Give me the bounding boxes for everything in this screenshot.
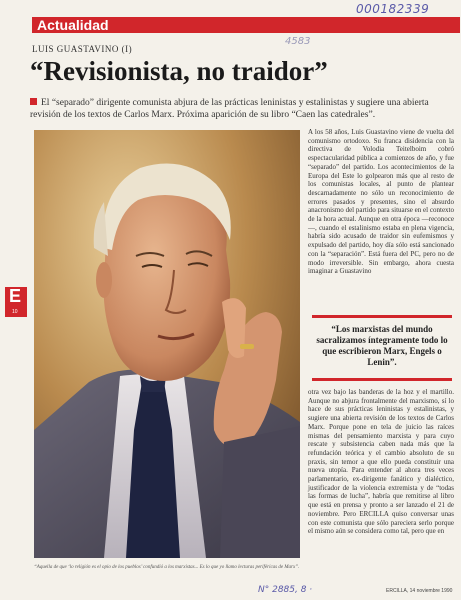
red-square-bullet — [30, 98, 37, 105]
pullquote-rule-bottom — [312, 378, 452, 381]
handwritten-number: 4583 — [285, 36, 311, 47]
handwritten-issue-note: N° 2885, 8 · — [258, 585, 313, 595]
side-tab-letter: E — [9, 286, 22, 306]
photo-caption: “Aquella de que ‘lo religión es el opio de los pueblos’ confundió a los marxistas... Es lo que yo llamo lecturas periféricas de Marx”. — [34, 565, 300, 570]
side-section-tab — [5, 287, 27, 317]
side-tab-number: 10 — [12, 309, 18, 315]
portrait-photo — [34, 130, 300, 558]
headline: “Revisionista, no traidor” — [30, 56, 328, 86]
body-column-bottom: otra vez bajo las banderas de la hoz y el martillo. Aunque no abjura frontalmente del marxismo, sí lo hace de sus prácticas leninistas y estalinistas, y sugiere una abierta revisión de los textos de Carlos Marx. Porque pone en tela de juicio las raíces mismas del pensamiento marxista y para cuyo rescate y subsistencia caben nada más que la refundación teórica y el cambio absoluto de su praxis, sin temor a que ello pueda constituir una nueva utopía. Para entender al ahora tres veces parlamentario, ex-dirigente fanático y dialéctico, justificador de la violencia extremista y de “todas las formas de lucha”, habría que remitirse al libro que está en prensa y pronto a ser lanzado el 21 de noviembre. Pero ERCILLA quiso conversar unas con este comunista que sólo pareciera serlo porque el mismo aún se considera como tal, pero que en — [308, 388, 454, 536]
page-footer: ERCILLA, 14 noviembre 1990 — [386, 588, 453, 594]
handwritten-archive-id: 000182339 — [356, 2, 430, 16]
section-label: Actualidad — [37, 17, 109, 33]
byline: LUIS GUASTAVINO (I) — [32, 44, 133, 54]
deck-text: El “separado” dirigente comunista abjura de las prácticas leninistas y estalinistas y sugiere una abierta revisión de los textos de Carlos Marx. Próxima aparición de su libro “Caen las catedrales”. — [30, 98, 429, 120]
section-banner — [32, 17, 460, 33]
pull-quote: “Los marxistas del mundo sacralizamos íntegramente todo lo que escribieron Marx, Engels o Lenin”. — [316, 324, 448, 367]
article-deck — [30, 97, 450, 121]
portrait-illustration — [34, 130, 300, 558]
pullquote-rule-top — [312, 315, 452, 318]
body-column-top: A los 58 años, Luis Guastavino viene de vuelta del comunismo ortodoxo. Su franca disidencia con la directiva de Volodia Teitelboim cobró espectacularidad pública a comienzos de año, y fue “separado” del partido. Los acontecimientos de la Europa del Este lo golpearon más que al resto de los comunistas locales, al punto de plantear descarnadamente no sólo un reconocimiento de errores pasados y presentes, sino el absurdo anacronismo del partido para situarse en el contexto de la hora actual. Aunque en otra época —reconoce—, cuando el estalinismo estaba en plena vigencia, habría sido acusado de traidor sin eufemismos y expulsado del partido, hoy día sólo está sancionado con la “separación”. Está fuera del PC, pero no de modo irreversible. Sin embargo, ahora cuesta imaginar a Guastavino — [308, 128, 454, 276]
